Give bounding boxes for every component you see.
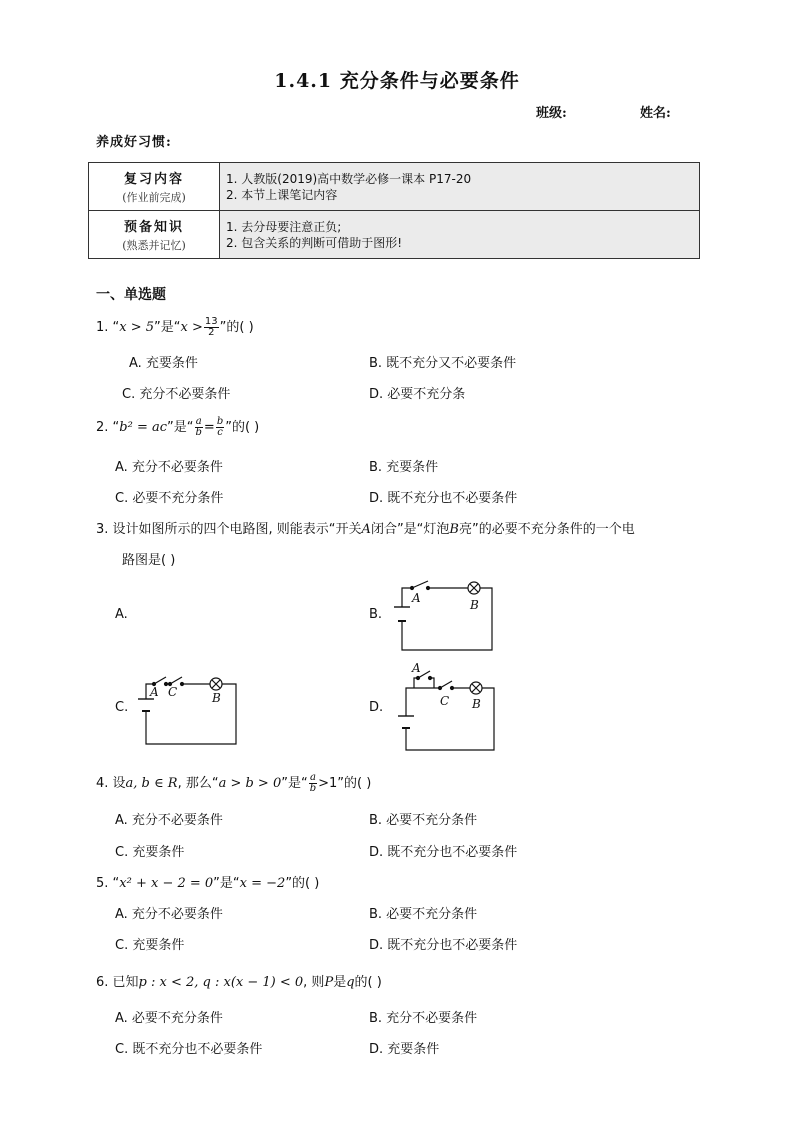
option-a: A. 充分不必要条件 [115,460,223,475]
switch-a-label: A [412,661,421,675]
math-expr: B [449,522,459,537]
switch-c-label: C [440,694,450,708]
bulb-b-label: B [470,598,479,612]
prep-subheading: (熟悉并记忆) [122,239,186,252]
table-row [89,163,700,211]
question-3 [96,518,635,537]
question-text: ”的( ) [219,320,254,335]
review-line: 1. 人教版(2019)高中数学必修一课本 P17-20 [226,171,472,186]
question-text: 2. “ [96,420,120,435]
question-2 [96,416,259,438]
option-a: A. 充分不必要条件 [115,907,223,922]
fraction-numerator: 13 [204,316,218,327]
option-a: A. 充要条件 [129,356,198,371]
option-c: C. 充分不必要条件 [122,387,231,402]
math-expr: p : x < 2, q : x(x − 1) < 0 [138,975,304,990]
table-head-cell [89,163,220,211]
name-label: 姓名: [640,106,671,121]
fraction-numerator: a [309,772,316,783]
option-b: B. 必要不充分条件 [369,907,478,922]
switch-c-label: C [168,685,178,699]
option-b: B. 充要条件 [369,460,439,475]
table-head-cell [89,211,220,259]
option-d: D. 既不充分也不必要条件 [369,938,518,953]
math-expr: x > [180,320,203,335]
option-d: D. 既不充分也不必要条件 [369,491,518,506]
option-c: C. 既不充分也不必要条件 [115,1042,263,1057]
switch-a-label: A [150,685,159,699]
question-text: ”是“ [281,776,308,791]
circuit-diagram-c [136,672,246,747]
option-c: C. 必要不充分条件 [115,491,224,506]
prep-heading: 预备知识 [123,220,184,235]
question-text: ”的( ) [337,776,372,791]
question-1 [96,316,254,338]
option-b: B. 充分不必要条件 [369,1011,478,1026]
math-expr: x > 5 [119,320,155,335]
fraction-denominator: c [217,427,223,438]
switch-a-label: A [412,591,421,605]
review-line: 2. 本节上课笔记内容 [226,187,338,202]
option-a: A. [115,607,128,622]
fraction-denominator: 2 [208,327,215,338]
math-expr: x² + x − 2 = 0 [119,876,214,891]
option-c: C. 充要条件 [115,845,185,860]
question-text: 闭合”是“灯泡 [370,522,450,537]
fraction-numerator: a [195,416,202,427]
fraction [195,417,203,438]
option-b: B. 必要不充分条件 [369,813,478,828]
option-d: D. [369,700,384,715]
question-text: 1. “ [96,320,120,335]
question-4 [96,772,371,794]
option-c: C. 充要条件 [115,938,185,953]
fraction-denominator: b [309,783,317,794]
question-text: 亮”的必要不充分条件的一个电 [458,522,635,537]
question-text: 5. “ [96,876,120,891]
fraction [216,417,224,438]
math-expr: P [324,975,334,990]
math-expr: a > b > 0 [218,776,282,791]
option-d: D. 必要不充分条 [369,387,466,402]
question-text: ”是“ [167,420,194,435]
fraction-denominator: b [195,427,202,438]
question-6 [96,971,382,990]
bulb-b-label: B [212,691,221,705]
question-text: 4. 设 [96,776,126,791]
section-title: 一、单选题 [96,287,166,303]
prep-line: 2. 包含关系的判断可借助于图形! [226,235,403,250]
table-body-cell [220,211,700,259]
fraction [204,317,219,338]
question-text: , 那么“ [177,776,219,791]
question-text: 3. 设计如图所示的四个电路图, 则能表示“开关 [96,522,362,537]
table-row [89,211,700,259]
question-5 [96,872,319,891]
review-heading: 复习内容 [123,172,184,187]
class-label: 班级: [536,106,567,121]
info-table [88,162,700,259]
option-d: D. 充要条件 [369,1042,440,1057]
circuit-diagram-d [396,660,506,755]
question-text: ”是“ [213,876,240,891]
question-text: 的( ) [354,975,382,990]
question-text: 6. 已知 [96,975,139,990]
fraction [309,773,317,794]
question-text: ”是“ [154,320,181,335]
option-a: A. 充分不必要条件 [115,813,223,828]
math-expr: q [346,975,355,990]
habit-label: 养成好习惯: [96,135,172,150]
bulb-b-label: B [472,697,481,711]
math-expr: b² = ac [119,420,168,435]
prep-line: 1. 去分母要注意正负; [226,219,342,234]
option-c: C. [115,700,129,715]
math-expr: = [203,420,215,435]
option-b: B. 既不充分又不必要条件 [369,356,517,371]
option-d: D. 既不充分也不必要条件 [369,845,518,860]
question-text: ”的( ) [285,876,320,891]
question-3-line-2: 路图是( ) [122,553,176,568]
math-expr: a, b ∈ R [125,776,178,791]
page-title: 1.4.1 充分条件与必要条件 [274,70,520,92]
math-expr: >1 [318,776,338,791]
option-a: A. 必要不充分条件 [115,1011,223,1026]
question-text: , 则 [303,975,325,990]
review-subheading: (作业前完成) [122,191,186,204]
math-expr: A [361,522,371,537]
fraction-numerator: b [216,416,224,427]
circuit-diagram-b [390,580,500,655]
option-b: B. [369,607,383,622]
question-text: ”的( ) [225,420,260,435]
table-body-cell [220,163,700,211]
math-expr: x = −2 [239,876,286,891]
question-text: 是 [333,975,347,990]
